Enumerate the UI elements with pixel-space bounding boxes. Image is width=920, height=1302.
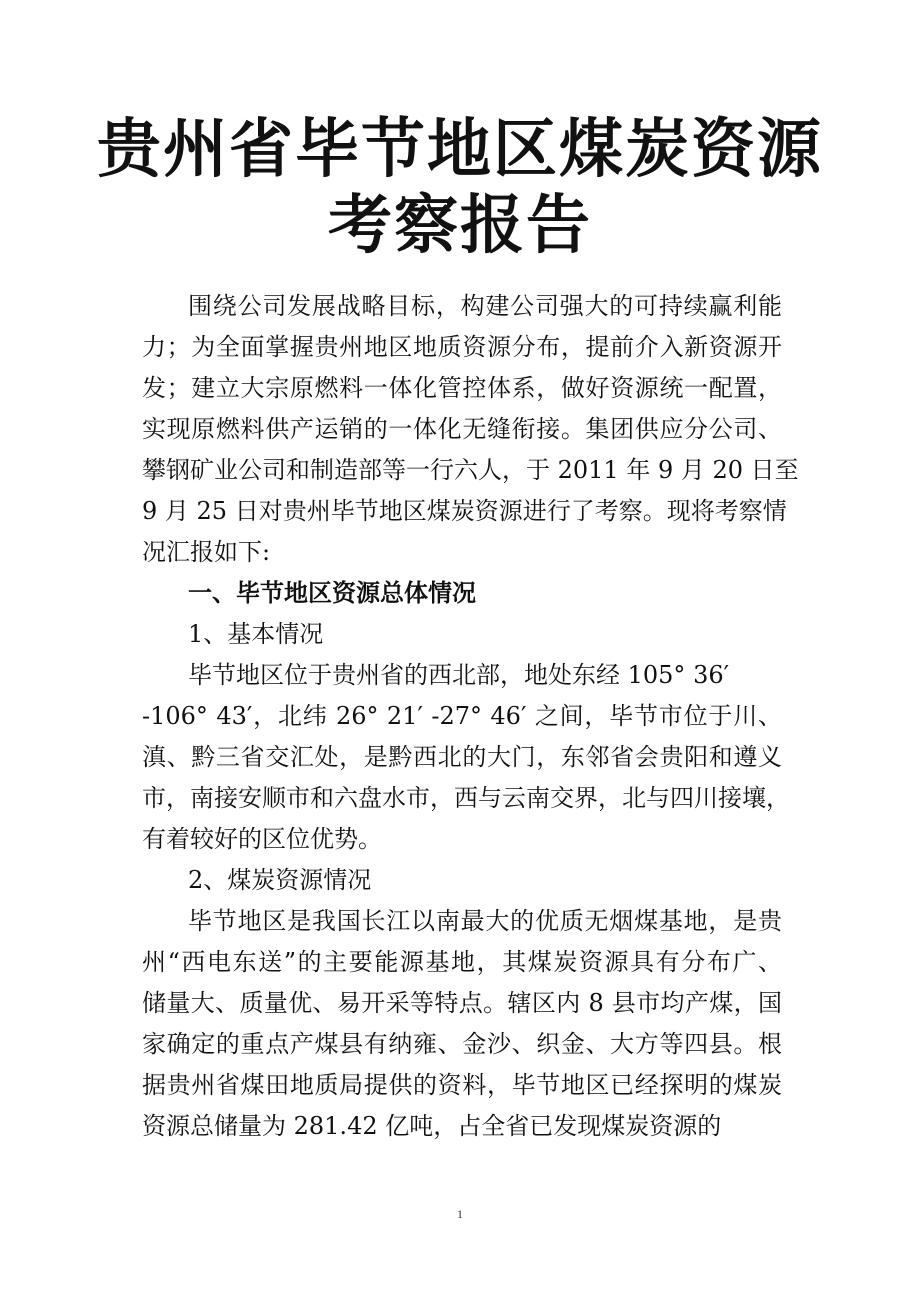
coal-resources-paragraph bbox=[142, 901, 782, 1147]
document-title-line-1: 贵州省毕节地区煤炭资源 bbox=[97, 113, 823, 187]
paragraph-line: 资源总储量为 281.42 亿吨，占全省已发现煤炭资源的 bbox=[142, 1112, 722, 1140]
paragraph-line: 况汇报如下: bbox=[142, 538, 271, 566]
paragraph-line: -106° 43′，北纬 26° 21′ -27° 46′ 之间，毕节市位于川、 bbox=[142, 702, 782, 730]
document-title-line-2: 考察报告 bbox=[328, 189, 592, 263]
paragraph-line: 攀钢矿业公司和制造部等一行六人，于 2011 年 9 月 20 日至 bbox=[142, 456, 799, 484]
paragraph-line: 毕节地区是我国长江以南最大的优质无烟煤基地，是贵 bbox=[188, 907, 782, 935]
paragraph-line: 实现原燃料供产运销的一体化无缝衔接。集团供应分公司、 bbox=[142, 415, 782, 443]
paragraph-line: 发；建立大宗原燃料一体化管控体系，做好资源统一配置， bbox=[142, 374, 782, 402]
subsection-heading: 2、煤炭资源情况 bbox=[188, 866, 372, 894]
paragraph-line: 力；为全面掌握贵州地区地质资源分布，提前介入新资源开 bbox=[142, 333, 782, 361]
paragraph-line: 市，南接安顺市和六盘水市，西与云南交界，北与四川接壤， bbox=[142, 784, 790, 812]
paragraph-line: 州“西电东送”的主要能源基地，其煤炭资源具有分布广、 bbox=[142, 948, 782, 976]
basic-info-paragraph bbox=[142, 655, 790, 860]
paragraph-line: 据贵州省煤田地质局提供的资料，毕节地区已经探明的煤炭 bbox=[142, 1071, 782, 1099]
paragraph-line: 家确定的重点产煤县有纳雍、金沙、织金、大方等四县。根 bbox=[142, 1030, 782, 1058]
paragraph-line: 储量大、质量优、易开采等特点。辖区内 8 县市均产煤，国 bbox=[142, 989, 782, 1017]
paragraph-line: 9 月 25 日对贵州毕节地区煤炭资源进行了考察。现将考察情 bbox=[142, 497, 787, 525]
paragraph-line: 滇、黔三省交汇处，是黔西北的大门，东邻省会贵阳和遵义 bbox=[142, 743, 782, 771]
paragraph-line: 有着较好的区位优势。 bbox=[142, 825, 382, 853]
document-body bbox=[142, 286, 799, 1147]
paragraph-line: 围绕公司发展战略目标，构建公司强大的可持续赢利能 bbox=[188, 292, 782, 320]
intro-paragraph bbox=[142, 286, 799, 573]
page-number: 1 bbox=[457, 1207, 463, 1221]
subsection-heading: 1、基本情况 bbox=[188, 620, 324, 648]
section-heading: 一、毕节地区资源总体情况 bbox=[188, 579, 476, 607]
paragraph-line: 毕节地区位于贵州省的西北部，地处东经 105° 36′ bbox=[188, 661, 730, 689]
